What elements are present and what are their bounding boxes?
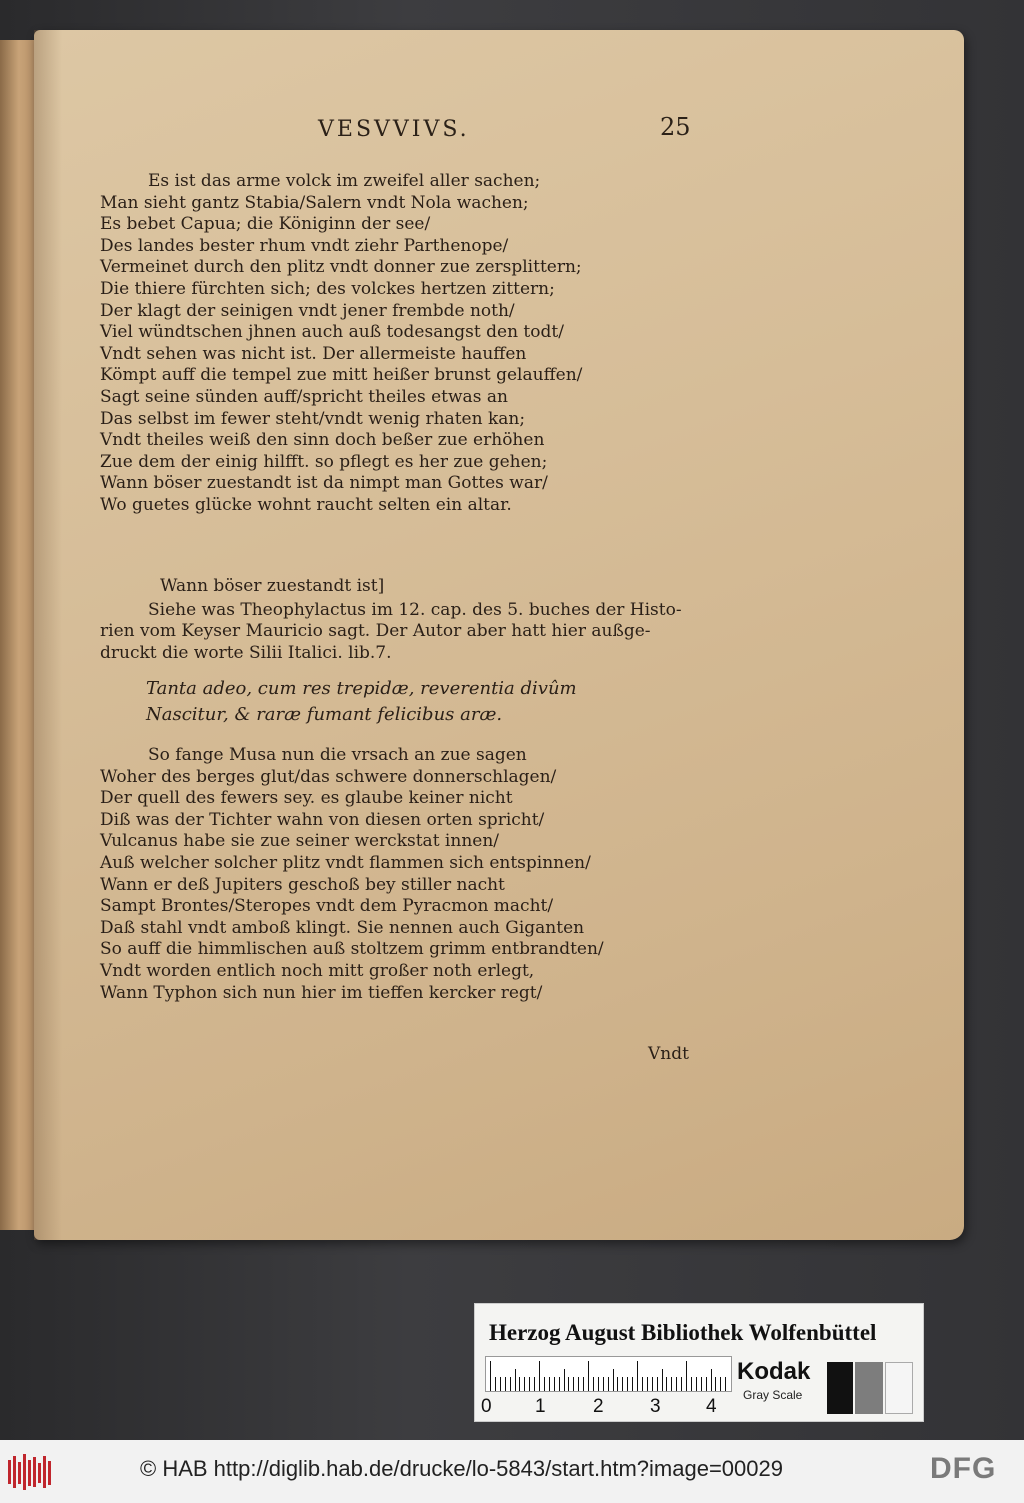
annotation bbox=[100, 576, 720, 664]
gray-scale-label: Gray Scale bbox=[743, 1388, 803, 1402]
ruler-tick bbox=[657, 1377, 658, 1391]
verse-line: Auß welcher solcher plitz vndt flammen sich entspinnen/ bbox=[100, 852, 591, 873]
note-line: druckt die worte Silii Italici. lib.7. bbox=[100, 642, 392, 663]
verse-line: Der quell des fewers sey. es glaube keiner nicht bbox=[100, 788, 513, 809]
ruler-number: 4 bbox=[706, 1396, 717, 1417]
ruler-tick bbox=[691, 1377, 692, 1391]
ruler-tick bbox=[603, 1377, 604, 1391]
note-line: rien vom Keyser Mauricio sagt. Der Autor aber hatt hier außge- bbox=[100, 621, 651, 642]
page-number: 25 bbox=[660, 113, 691, 141]
verse-line: Kömpt auff die tempel zue mitt heißer brunst gelauffen/ bbox=[100, 365, 583, 386]
catchword-block bbox=[648, 1044, 728, 1066]
ruler-tick bbox=[568, 1377, 569, 1391]
library-name: Herzog August Bibliothek Wolfenbüttel bbox=[489, 1320, 877, 1345]
ruler-tick bbox=[613, 1369, 614, 1391]
verse-line: Wann böser zuestandt ist da nimpt man Gottes war/ bbox=[100, 473, 548, 494]
ruler-tick bbox=[598, 1377, 599, 1391]
ruler-tick bbox=[490, 1361, 491, 1391]
verse-line: Es ist das arme volck im zweifel aller sachen; bbox=[148, 171, 541, 191]
ruler-tick bbox=[519, 1377, 520, 1391]
latin-line: Tanta adeo, cum res trepidæ, reverentia divûm bbox=[146, 678, 577, 699]
ruler-number: 3 bbox=[650, 1396, 661, 1417]
verse-line: Vermeinet durch den plitz vndt donner zue zersplittern; bbox=[100, 257, 582, 278]
verse-line: Vndt worden entlich noch mitt großer noth erlegt, bbox=[100, 960, 535, 981]
verse-line: Sampt Brontes/Steropes vndt dem Pyracmon macht/ bbox=[100, 896, 554, 917]
latin-quotation bbox=[146, 676, 766, 728]
ruler-tick bbox=[711, 1369, 712, 1391]
verse-line: Woher des berges glut/das schwere donnerschlagen/ bbox=[100, 766, 557, 787]
library-color-strip bbox=[474, 1303, 924, 1422]
ruler-tick bbox=[539, 1361, 540, 1391]
verse-line: Vndt sehen was nicht ist. Der allermeiste hauffen bbox=[100, 343, 527, 364]
ruler-number: 1 bbox=[535, 1396, 546, 1417]
note-heading: Wann böser zuestandt ist] bbox=[160, 576, 385, 596]
ruler-tick bbox=[578, 1377, 579, 1391]
ruler-tick bbox=[720, 1377, 721, 1391]
gray-swatch-white bbox=[885, 1362, 913, 1414]
ruler-tick bbox=[696, 1377, 697, 1391]
ruler-tick bbox=[627, 1377, 628, 1391]
ruler-tick bbox=[706, 1377, 707, 1391]
measurement-ruler bbox=[485, 1356, 732, 1392]
barcode-logo-icon bbox=[8, 1454, 52, 1494]
page-gutter-shadow bbox=[34, 30, 62, 1240]
ruler-tick bbox=[608, 1377, 609, 1391]
kodak-logo: Kodak bbox=[737, 1358, 811, 1385]
ruler-tick bbox=[662, 1369, 663, 1391]
ruler-tick bbox=[524, 1377, 525, 1391]
verse-line: Wann Typhon sich nun hier im tieffen kercker regt/ bbox=[100, 982, 543, 1003]
ruler-tick bbox=[637, 1361, 638, 1391]
stanza-2 bbox=[100, 745, 720, 1004]
copyright-url[interactable]: © HAB http://diglib.hab.de/drucke/lo-5843/start.htm?image=00029 bbox=[140, 1456, 783, 1481]
verse-line: Vulcanus habe sie zue seiner werckstat innen/ bbox=[100, 831, 500, 852]
ruler-tick bbox=[515, 1369, 516, 1391]
ruler-number: 0 bbox=[481, 1396, 492, 1417]
ruler-tick bbox=[652, 1377, 653, 1391]
ruler-tick bbox=[715, 1377, 716, 1391]
verse-line: Der klagt der seinigen vndt jener frembde noth/ bbox=[100, 300, 515, 321]
running-head: VESVVIVS. bbox=[318, 117, 470, 142]
ruler-tick bbox=[725, 1377, 726, 1391]
verse-line: Diß was der Tichter wahn von diesen orten spricht/ bbox=[100, 809, 545, 830]
ruler-tick bbox=[622, 1377, 623, 1391]
ruler-tick bbox=[632, 1377, 633, 1391]
ruler-tick bbox=[583, 1377, 584, 1391]
ruler-tick bbox=[529, 1377, 530, 1391]
verse-line: Wo guetes glücke wohnt raucht selten ein altar. bbox=[100, 494, 512, 515]
viewer-footer bbox=[0, 1440, 1024, 1503]
ruler-tick bbox=[564, 1369, 565, 1391]
ruler-tick bbox=[686, 1361, 687, 1391]
verse-line: Sagt seine sünden auff/spricht theiles etwas an bbox=[100, 386, 508, 407]
catchword: Vndt bbox=[648, 1044, 689, 1064]
stanza-1 bbox=[100, 171, 720, 517]
latin-line: Nascitur, & raræ fumant felicibus aræ. bbox=[146, 704, 503, 725]
dfg-logo: DFG bbox=[930, 1452, 997, 1485]
ruler-tick bbox=[505, 1377, 506, 1391]
ruler-tick bbox=[588, 1361, 589, 1391]
ruler-tick bbox=[495, 1377, 496, 1391]
ruler-number: 2 bbox=[593, 1396, 604, 1417]
ruler-tick bbox=[617, 1377, 618, 1391]
ruler-tick bbox=[559, 1377, 560, 1391]
verse-line: Das selbst im fewer steht/vndt wenig rhaten kan; bbox=[100, 408, 526, 429]
ruler-tick bbox=[642, 1377, 643, 1391]
ruler-tick bbox=[500, 1377, 501, 1391]
gray-swatch-mid bbox=[855, 1362, 883, 1414]
gray-swatch-black bbox=[827, 1362, 853, 1414]
verse-line: Die thiere fürchten sich; des volckes hertzen zittern; bbox=[100, 278, 555, 299]
ruler-tick bbox=[549, 1377, 550, 1391]
verse-line: Des landes bester rhum vndt ziehr Parthenope/ bbox=[100, 235, 509, 256]
verse-line: Man sieht gantz Stabia/Salern vndt Nola wachen; bbox=[100, 192, 529, 213]
ruler-tick bbox=[666, 1377, 667, 1391]
ruler-tick bbox=[544, 1377, 545, 1391]
verse-line: Vndt theiles weiß den sinn doch beßer zue erhöhen bbox=[100, 430, 545, 451]
verse-line: Zue dem der einig hilfft. so pflegt es her zue gehen; bbox=[100, 451, 548, 472]
note-line: Siehe was Theophylactus im 12. cap. des 5. buches der Histo- bbox=[148, 599, 682, 620]
verse-line: So fange Musa nun die vrsach an zue sagen bbox=[148, 745, 527, 765]
ruler-tick bbox=[510, 1377, 511, 1391]
ruler-tick bbox=[554, 1377, 555, 1391]
verse-line: Viel wündtschen jhnen auch auß todesangst den todt/ bbox=[100, 322, 564, 343]
ruler-tick bbox=[647, 1377, 648, 1391]
verse-line: Daß stahl vndt amboß klingt. Sie nennen auch Giganten bbox=[100, 917, 585, 938]
verse-line: Es bebet Capua; die Königinn der see/ bbox=[100, 214, 431, 235]
ruler-tick bbox=[681, 1377, 682, 1391]
ruler-tick bbox=[701, 1377, 702, 1391]
ruler-tick bbox=[534, 1377, 535, 1391]
ruler-tick bbox=[671, 1377, 672, 1391]
verse-line: So auff die himmlischen auß stoltzem grimm entbrandten/ bbox=[100, 939, 604, 960]
verse-line: Wann er deß Jupiters geschoß bey stiller nacht bbox=[100, 874, 505, 895]
ruler-tick bbox=[573, 1377, 574, 1391]
ruler-tick bbox=[676, 1377, 677, 1391]
ruler-tick bbox=[593, 1377, 594, 1391]
